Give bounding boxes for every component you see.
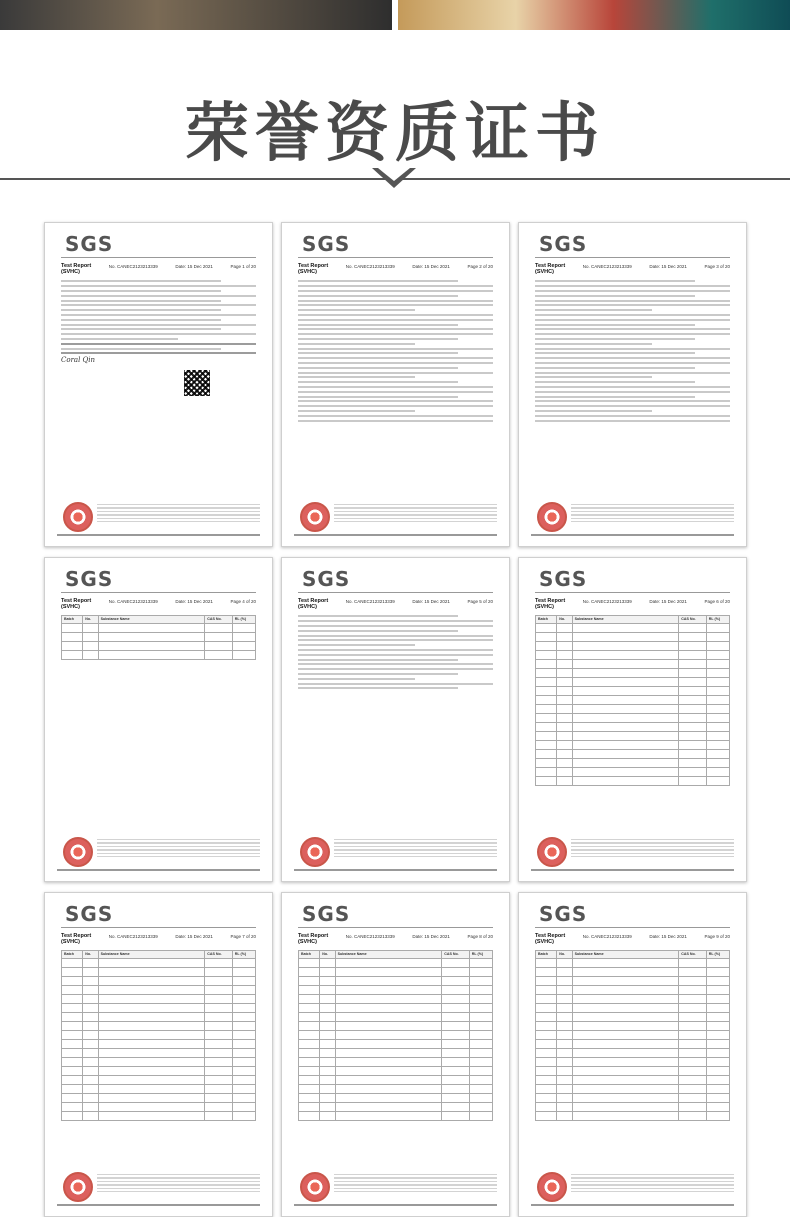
table-header-cell: RL (%) (706, 951, 729, 959)
sgs-logo: SGS (65, 902, 114, 926)
report-label: Test Report (298, 598, 329, 604)
table-row (536, 1094, 730, 1103)
certificate-page-4[interactable] (44, 557, 273, 882)
table-row (62, 1022, 256, 1031)
svhc-label: (SVHC) (61, 604, 80, 611)
body-text (298, 615, 493, 689)
report-header (61, 934, 256, 939)
report-header (298, 934, 493, 939)
header-rule (61, 927, 256, 928)
report-footer (531, 1172, 734, 1212)
table-header-cell: No. (557, 951, 572, 959)
sgs-seal-stamp (63, 1172, 93, 1202)
report-footer (531, 502, 734, 542)
table-header-row (536, 616, 730, 624)
top-photo-strip (0, 0, 790, 30)
table-header-cell: Substance Name (572, 616, 679, 624)
qr-code (184, 370, 210, 396)
body-text (298, 280, 493, 421)
table-row (62, 1067, 256, 1076)
table-row (62, 1076, 256, 1085)
table-row (62, 633, 256, 642)
table-row (62, 1094, 256, 1103)
svhc-label: (SVHC) (298, 939, 317, 946)
table-row (62, 1058, 256, 1067)
table-row (536, 696, 730, 705)
table-row (62, 1013, 256, 1022)
report-date: Date: 15 Dec 2021 (649, 264, 687, 269)
table-row (299, 995, 493, 1004)
substance-table (535, 950, 730, 1121)
table-row (299, 1040, 493, 1049)
report-page: Page 5 of 20 (467, 599, 493, 604)
svhc-label: (SVHC) (535, 939, 554, 946)
table-row (536, 959, 730, 968)
table-row (536, 1076, 730, 1085)
svhc-label: (SVHC) (535, 269, 554, 276)
cable-reel-photo (398, 0, 790, 30)
table-row (62, 986, 256, 995)
header-rule (535, 927, 730, 928)
table-row (299, 959, 493, 968)
footer-rule (531, 1204, 734, 1206)
report-date: Date: 15 Dec 2021 (175, 934, 213, 939)
report-page: Page 6 of 20 (704, 599, 730, 604)
table-row (62, 959, 256, 968)
table-row (536, 1058, 730, 1067)
factory-photo (0, 0, 392, 30)
footer-disclaimer (334, 837, 497, 859)
table-header-cell: RL (%) (232, 951, 255, 959)
report-date: Date: 15 Dec 2021 (649, 599, 687, 604)
report-date: Date: 15 Dec 2021 (412, 264, 450, 269)
table-row (536, 714, 730, 723)
footer-disclaimer (334, 502, 497, 524)
certificate-page-2[interactable] (281, 222, 510, 547)
table-header-cell: Batch (62, 616, 83, 624)
sgs-seal-stamp (300, 1172, 330, 1202)
table-row (62, 1049, 256, 1058)
report-footer (294, 837, 497, 877)
sgs-seal-stamp (63, 502, 93, 532)
report-number: No. CANEC2123213339 (345, 934, 395, 939)
chevron-inner (378, 168, 410, 181)
table-row (536, 1013, 730, 1022)
table-header-cell: Substance Name (572, 951, 679, 959)
table-row (536, 750, 730, 759)
table-row (62, 1112, 256, 1121)
table-row (536, 660, 730, 669)
substance-table (298, 950, 493, 1121)
table-row (62, 1004, 256, 1013)
table-header-cell: Batch (62, 951, 83, 959)
table-row (536, 1031, 730, 1040)
report-date: Date: 15 Dec 2021 (649, 934, 687, 939)
footer-rule (57, 869, 260, 871)
table-row (536, 768, 730, 777)
report-page: Page 1 of 20 (230, 264, 256, 269)
report-page: Page 2 of 20 (467, 264, 493, 269)
table-row (299, 1076, 493, 1085)
table-row (536, 1049, 730, 1058)
report-label: Test Report (535, 598, 566, 604)
sgs-logo: SGS (539, 567, 588, 591)
substance-table (535, 615, 730, 786)
report-date: Date: 15 Dec 2021 (412, 934, 450, 939)
report-label: Test Report (298, 263, 329, 269)
footer-disclaimer (97, 837, 260, 859)
header-rule (535, 257, 730, 258)
table-row (536, 1022, 730, 1031)
footer-disclaimer (97, 1172, 260, 1194)
table-header-row (536, 951, 730, 959)
report-header (61, 599, 256, 604)
table-row (536, 1112, 730, 1121)
footer-rule (57, 534, 260, 536)
table-row (536, 723, 730, 732)
footer-disclaimer (571, 1172, 734, 1194)
sgs-logo: SGS (539, 232, 588, 256)
table-header-cell: RL (%) (232, 616, 255, 624)
sgs-seal-stamp (537, 502, 567, 532)
table-header-cell: CAS No. (679, 951, 707, 959)
table-header-cell: Batch (536, 951, 557, 959)
certificate-page-6[interactable] (518, 557, 747, 882)
table-row (536, 777, 730, 786)
table-row (299, 968, 493, 977)
footer-rule (294, 1204, 497, 1206)
footer-rule (57, 1204, 260, 1206)
certificate-page-9[interactable] (518, 892, 747, 1217)
report-number: No. CANEC2123213339 (582, 599, 632, 604)
report-label: Test Report (61, 598, 92, 604)
certificate-page-3[interactable] (518, 222, 747, 547)
table-row (62, 977, 256, 986)
table-row (536, 986, 730, 995)
table-row (299, 1031, 493, 1040)
table-header-cell: CAS No. (205, 951, 233, 959)
footer-rule (294, 534, 497, 536)
table-row (299, 1013, 493, 1022)
table-row (299, 986, 493, 995)
header-rule (298, 592, 493, 593)
table-header-cell: RL (%) (469, 951, 492, 959)
table-row (62, 1103, 256, 1112)
header-rule (61, 257, 256, 258)
table-row (536, 741, 730, 750)
table-row (536, 687, 730, 696)
table-row (536, 633, 730, 642)
report-header (61, 264, 256, 269)
table-row (299, 1049, 493, 1058)
header-rule (298, 927, 493, 928)
table-header-cell: RL (%) (706, 616, 729, 624)
table-row (536, 669, 730, 678)
report-number: No. CANEC2123213339 (108, 599, 158, 604)
table-row (536, 1067, 730, 1076)
report-label: Test Report (535, 933, 566, 939)
report-page: Page 7 of 20 (230, 934, 256, 939)
report-page: Page 3 of 20 (704, 264, 730, 269)
report-number: No. CANEC2123213339 (582, 934, 632, 939)
table-row (536, 642, 730, 651)
report-footer (57, 502, 260, 542)
table-header-cell: Substance Name (98, 951, 205, 959)
report-footer (294, 502, 497, 542)
svhc-label: (SVHC) (298, 604, 317, 611)
table-row (299, 1085, 493, 1094)
certificate-page-8[interactable] (281, 892, 510, 1217)
table-header-cell: CAS No. (205, 616, 233, 624)
footer-disclaimer (97, 502, 260, 524)
footer-rule (531, 534, 734, 536)
table-header-cell: CAS No. (442, 951, 470, 959)
report-footer (294, 1172, 497, 1212)
report-header (298, 599, 493, 604)
report-header (535, 599, 730, 604)
table-row (536, 1004, 730, 1013)
report-page: Page 8 of 20 (467, 934, 493, 939)
sgs-seal-stamp (300, 502, 330, 532)
sgs-logo: SGS (65, 567, 114, 591)
footer-rule (294, 869, 497, 871)
table-row (62, 1085, 256, 1094)
table-row (62, 1040, 256, 1049)
report-page: Page 9 of 20 (704, 934, 730, 939)
report-footer (531, 837, 734, 877)
sgs-logo: SGS (539, 902, 588, 926)
section-title: 荣誉资质证书 (185, 97, 605, 171)
report-number: No. CANEC2123213339 (108, 934, 158, 939)
report-footer (57, 1172, 260, 1212)
table-header-cell: No. (557, 616, 572, 624)
report-date: Date: 15 Dec 2021 (175, 264, 213, 269)
body-text (61, 280, 256, 340)
report-page: Page 4 of 20 (230, 599, 256, 604)
table-row (62, 642, 256, 651)
report-date: Date: 15 Dec 2021 (412, 599, 450, 604)
table-row (62, 624, 256, 633)
report-number: No. CANEC2123213339 (345, 599, 395, 604)
sgs-logo: SGS (302, 567, 351, 591)
svhc-label: (SVHC) (535, 604, 554, 611)
table-row (62, 995, 256, 1004)
table-row (299, 1022, 493, 1031)
footer-disclaimer (334, 1172, 497, 1194)
table-header-cell: Substance Name (98, 616, 205, 624)
table-row (62, 968, 256, 977)
table-row (299, 977, 493, 986)
report-label: Test Report (61, 933, 92, 939)
table-row (536, 968, 730, 977)
footer-disclaimer (571, 837, 734, 859)
section-header (0, 82, 790, 174)
table-header-row (62, 616, 256, 624)
table-row (299, 1067, 493, 1076)
body-text (535, 280, 730, 421)
footer-rule (531, 869, 734, 871)
substance-table (61, 615, 256, 660)
table-row (536, 624, 730, 633)
table-header-cell: No. (83, 951, 98, 959)
sgs-seal-stamp (300, 837, 330, 867)
svhc-label: (SVHC) (61, 939, 80, 946)
report-number: No. CANEC2123213339 (108, 264, 158, 269)
footer-disclaimer (571, 502, 734, 524)
svhc-label: (SVHC) (298, 269, 317, 276)
report-label: Test Report (61, 263, 92, 269)
table-row (62, 1031, 256, 1040)
report-label: Test Report (298, 933, 329, 939)
table-row (299, 1112, 493, 1121)
table-header-cell: Batch (536, 616, 557, 624)
header-rule (298, 257, 493, 258)
table-row (536, 995, 730, 1004)
report-header (298, 264, 493, 269)
header-rule (61, 592, 256, 593)
table-header-row (299, 951, 493, 959)
report-date: Date: 15 Dec 2021 (175, 599, 213, 604)
sgs-logo: SGS (65, 232, 114, 256)
table-row (536, 705, 730, 714)
table-row (536, 732, 730, 741)
header-rule (535, 592, 730, 593)
report-header (535, 934, 730, 939)
table-header-cell: Batch (299, 951, 320, 959)
summary-box (61, 343, 256, 355)
table-row (299, 1004, 493, 1013)
report-header (535, 264, 730, 269)
table-row (62, 651, 256, 660)
table-row (536, 759, 730, 768)
sgs-seal-stamp (63, 837, 93, 867)
svhc-label: (SVHC) (61, 269, 80, 276)
table-header-cell: No. (320, 951, 335, 959)
table-row (536, 1040, 730, 1049)
table-row (536, 1085, 730, 1094)
table-header-row (62, 951, 256, 959)
certificate-page-1[interactable] (44, 222, 273, 547)
report-label: Test Report (535, 263, 566, 269)
table-row (536, 977, 730, 986)
table-row (536, 651, 730, 660)
sgs-logo: SGS (302, 232, 351, 256)
table-header-cell: Substance Name (335, 951, 442, 959)
sgs-seal-stamp (537, 837, 567, 867)
table-header-cell: CAS No. (679, 616, 707, 624)
table-header-cell: No. (83, 616, 98, 624)
signature: Coral Qin (61, 356, 96, 365)
sgs-seal-stamp (537, 1172, 567, 1202)
table-row (536, 678, 730, 687)
report-number: No. CANEC2123213339 (582, 264, 632, 269)
table-row (536, 1103, 730, 1112)
table-row (299, 1103, 493, 1112)
table-row (299, 1094, 493, 1103)
report-number: No. CANEC2123213339 (345, 264, 395, 269)
substance-table (61, 950, 256, 1121)
report-footer (57, 837, 260, 877)
certificate-page-7[interactable] (44, 892, 273, 1217)
sgs-logo: SGS (302, 902, 351, 926)
table-row (299, 1058, 493, 1067)
certificate-page-5[interactable] (281, 557, 510, 882)
